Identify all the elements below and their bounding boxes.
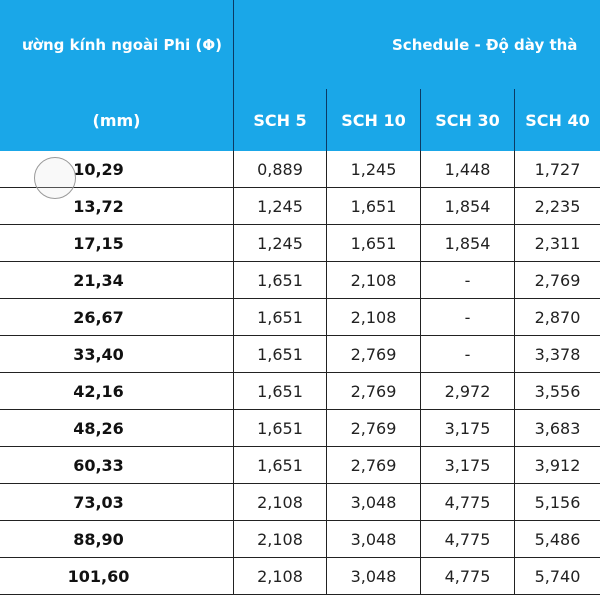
- outer-diameter-cell: 13,72: [73, 197, 124, 216]
- thickness-cell: 4,775: [420, 521, 514, 558]
- thickness-cell: 1,651: [326, 188, 420, 225]
- table-row: [0, 225, 600, 262]
- thickness-cell: -: [420, 262, 514, 299]
- schedule-header: Schedule - Độ dày thà: [233, 0, 600, 89]
- outer-diameter-cell: 33,40: [73, 345, 124, 364]
- thickness-cell: 1,727: [514, 151, 600, 188]
- outer-diameter-cell: 26,67: [73, 308, 124, 327]
- thickness-cell: 2,769: [326, 410, 420, 447]
- thickness-cell: 3,378: [514, 336, 600, 373]
- table-row: [0, 558, 600, 595]
- thickness-cell: 1,651: [233, 299, 326, 336]
- thickness-cell: 1,245: [233, 225, 326, 262]
- table-header-sub: [0, 89, 600, 151]
- thickness-cell: 2,870: [514, 299, 600, 336]
- thickness-cell: 2,108: [326, 262, 420, 299]
- thickness-cell: 1,245: [233, 188, 326, 225]
- thickness-cell: 2,108: [233, 558, 326, 595]
- schedule-col-header: SCH 30: [420, 89, 514, 151]
- thickness-cell: 2,769: [326, 373, 420, 410]
- outer-diameter-cell: 10,29: [73, 160, 124, 179]
- schedule-col-header: SCH 40: [514, 89, 600, 151]
- thickness-cell: 0,889: [233, 151, 326, 188]
- thickness-cell: 3,048: [326, 521, 420, 558]
- thickness-cell: -: [420, 299, 514, 336]
- table-row: [0, 447, 600, 484]
- thickness-cell: 3,683: [514, 410, 600, 447]
- thickness-cell: 5,740: [514, 558, 600, 595]
- thickness-cell: 3,912: [514, 447, 600, 484]
- table-row: [0, 262, 600, 299]
- table-row: [0, 410, 600, 447]
- outer-diameter-cell: 17,15: [73, 234, 124, 253]
- thickness-cell: 2,108: [326, 299, 420, 336]
- thickness-cell: 4,775: [420, 484, 514, 521]
- table-row: [0, 373, 600, 410]
- outer-diameter-cell: 101,60: [67, 567, 130, 586]
- outer-diameter-cell: 48,26: [73, 419, 124, 438]
- thickness-cell: 2,769: [326, 336, 420, 373]
- thickness-cell: -: [420, 336, 514, 373]
- thickness-cell: 2,311: [514, 225, 600, 262]
- table-row: [0, 484, 600, 521]
- table-header-top: [0, 0, 600, 90]
- thickness-cell: 5,486: [514, 521, 600, 558]
- thickness-cell: 1,651: [233, 336, 326, 373]
- thickness-cell: 1,651: [233, 262, 326, 299]
- thickness-cell: 1,651: [233, 410, 326, 447]
- thickness-cell: 1,854: [420, 188, 514, 225]
- table-row: [0, 521, 600, 558]
- table-row: [0, 151, 600, 188]
- unit-header: (mm): [92, 110, 141, 130]
- thickness-cell: 3,175: [420, 447, 514, 484]
- thickness-cell: 1,651: [233, 447, 326, 484]
- outer-diameter-cell: 88,90: [73, 530, 124, 549]
- thickness-cell: 1,854: [420, 225, 514, 262]
- thickness-cell: 1,245: [326, 151, 420, 188]
- thickness-cell: 5,156: [514, 484, 600, 521]
- thickness-cell: 2,235: [514, 188, 600, 225]
- thickness-cell: 3,556: [514, 373, 600, 410]
- thickness-cell: 2,972: [420, 373, 514, 410]
- thickness-cell: 2,108: [233, 484, 326, 521]
- table-row: [0, 299, 600, 336]
- outer-diameter-cell: 60,33: [73, 456, 124, 475]
- thickness-cell: 4,775: [420, 558, 514, 595]
- outer-diameter-header: ường kính ngoài Phi (Φ): [21, 35, 222, 54]
- thickness-cell: 2,769: [514, 262, 600, 299]
- thickness-cell: 3,175: [420, 410, 514, 447]
- outer-diameter-cell: 73,03: [73, 493, 124, 512]
- thickness-cell: 1,651: [326, 225, 420, 262]
- schedule-col-header: SCH 5: [233, 89, 326, 151]
- table-row: [0, 188, 600, 225]
- table-row: [0, 336, 600, 373]
- thickness-cell: 1,448: [420, 151, 514, 188]
- schedule-col-header: SCH 10: [326, 89, 420, 151]
- outer-diameter-cell: 21,34: [73, 271, 124, 290]
- thickness-cell: 3,048: [326, 558, 420, 595]
- thickness-cell: 2,108: [233, 521, 326, 558]
- thickness-cell: 3,048: [326, 484, 420, 521]
- thickness-cell: 2,769: [326, 447, 420, 484]
- thickness-cell: 1,651: [233, 373, 326, 410]
- outer-diameter-cell: 42,16: [73, 382, 124, 401]
- table-body: [0, 151, 600, 595]
